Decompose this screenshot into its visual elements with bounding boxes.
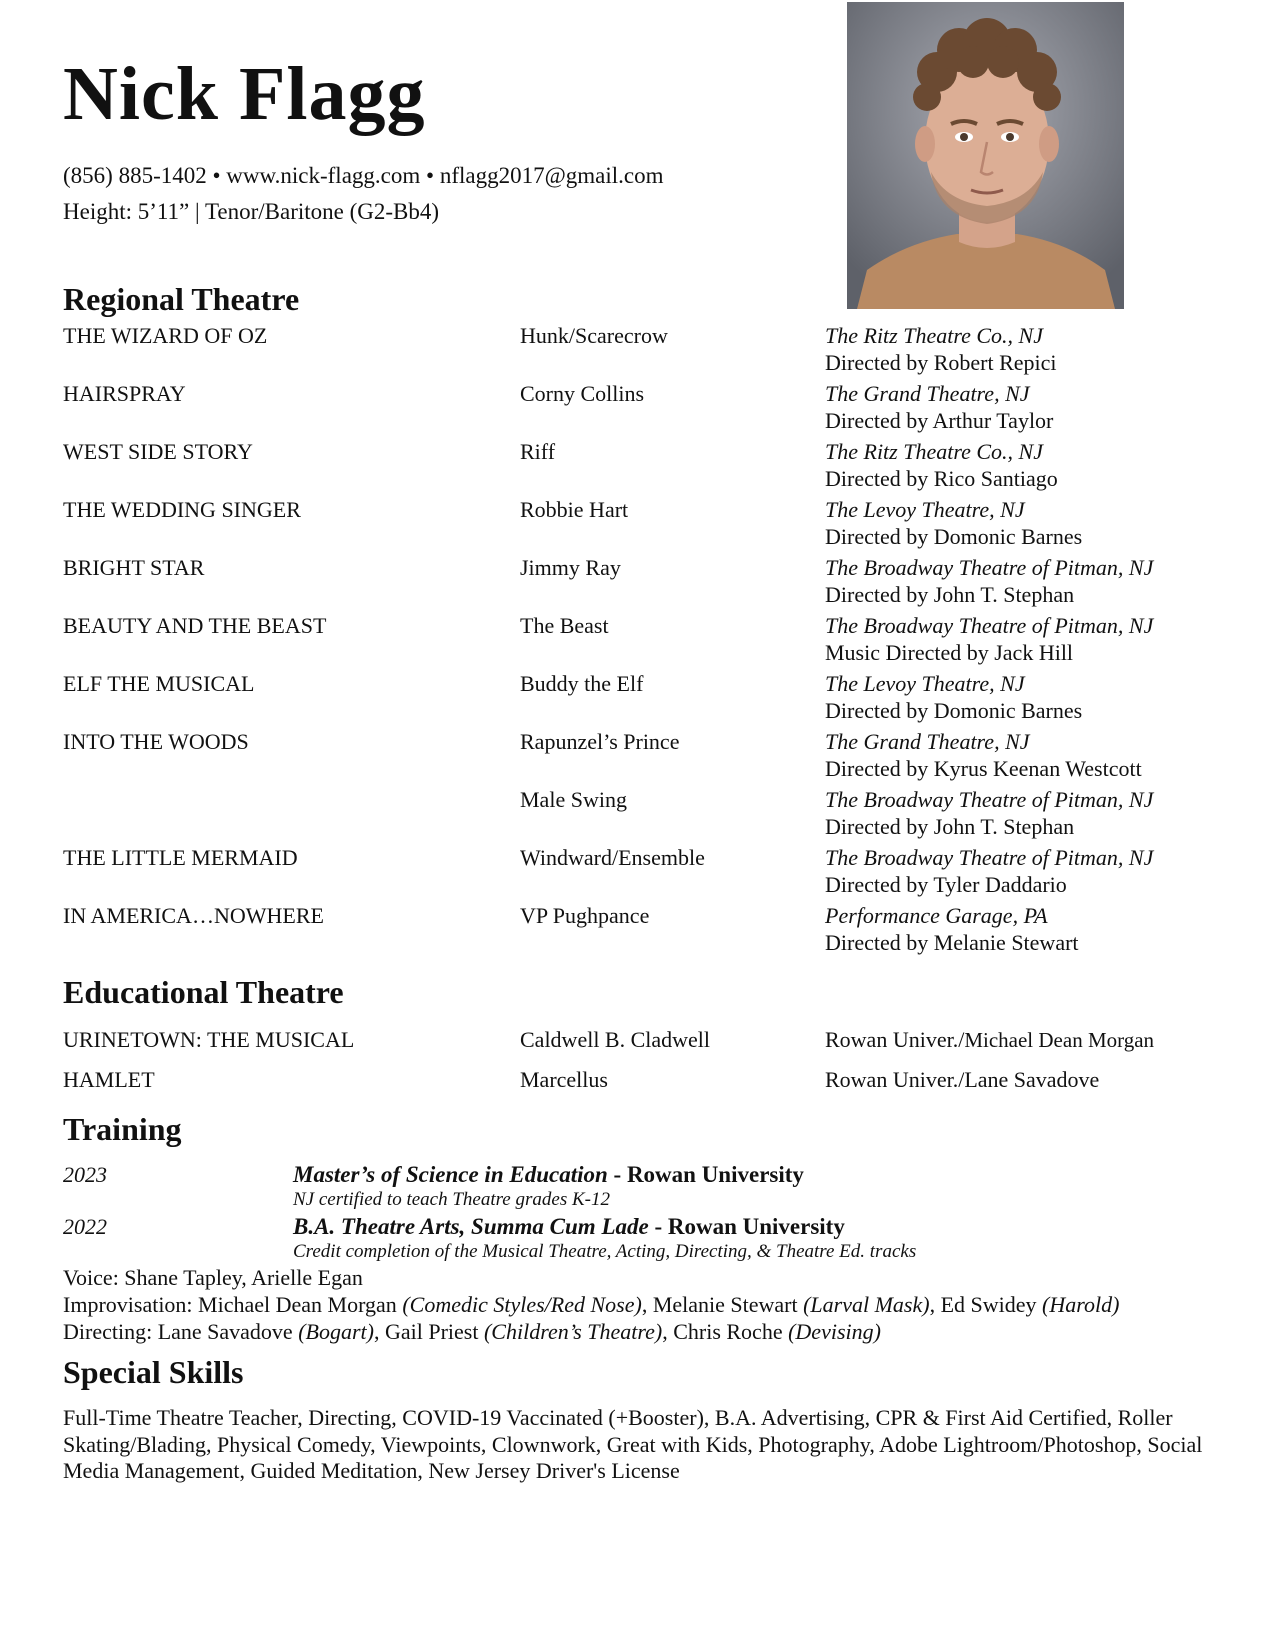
show-title: BEAUTY AND THE BEAST xyxy=(63,613,327,638)
venue: The Ritz Theatre Co., NJ xyxy=(825,323,1043,348)
height-voice-line: Height: 5’11” | Tenor/Baritone (G2-Bb4) xyxy=(63,199,440,224)
email-link[interactable]: nflagg2017@gmail.com xyxy=(439,163,664,188)
director: Directed by Robert Repici xyxy=(825,350,1057,375)
degree-school: - Rowan University xyxy=(648,1214,845,1239)
venue: The Broadway Theatre of Pitman, NJ xyxy=(825,787,1154,812)
venue: The Grand Theatre, NJ xyxy=(825,381,1030,406)
show-title: BRIGHT STAR xyxy=(63,555,205,580)
section-title-regional: Regional Theatre xyxy=(63,281,300,317)
section-title-training: Training xyxy=(63,1111,182,1147)
director: Directed by Domonic Barnes xyxy=(825,524,1083,549)
degree-note: Credit completion of the Musical Theatre, Acting, Directing, & Theatre Ed. tracks xyxy=(293,1241,917,1262)
venue: Rowan Univer./ xyxy=(825,1067,965,1092)
director: Directed by Melanie Stewart xyxy=(825,930,1079,955)
degree-year: 2023 xyxy=(63,1162,107,1187)
show-title: HAIRSPRAY xyxy=(63,381,186,406)
venue: The Broadway Theatre of Pitman, NJ xyxy=(825,613,1154,638)
contact-line xyxy=(63,158,663,194)
show-title: WEST SIDE STORY xyxy=(63,439,253,464)
show-title: THE LITTLE MERMAID xyxy=(63,845,298,870)
show-title: INTO THE WOODS xyxy=(63,729,249,754)
director: Directed by John T. Stephan xyxy=(825,582,1075,607)
resume-name: Nick Flagg xyxy=(63,52,426,136)
section-title-skills: Special Skills xyxy=(63,1354,244,1390)
show-title: THE WIZARD OF OZ xyxy=(63,323,268,348)
venue: Rowan Univer./ xyxy=(825,1027,965,1052)
role: Windward/Ensemble xyxy=(520,845,705,870)
director: Directed by Domonic Barnes xyxy=(825,698,1083,723)
show-title: ELF THE MUSICAL xyxy=(63,671,255,696)
director: Directed by Tyler Daddario xyxy=(825,872,1067,897)
degree-note: NJ certified to teach Theatre grades K-12 xyxy=(293,1189,610,1210)
website-link[interactable]: www.nick-flagg.com xyxy=(226,163,421,188)
headshot-photo xyxy=(847,2,1124,309)
skills-list: Full-Time Theatre Teacher, Directing, COVID-19 Vaccinated (+Booster), B.A. Advertising, CPR & First Aid Certified, Roller Skating/Blading, Physical Comedy, Viewpoints, Clownwork, Great with Kids, Photography, Adobe Lightroom/Photoshop, Social Media Management, Guided Meditation, New Jersey Driver's License xyxy=(63,1405,1203,1483)
role: Jimmy Ray xyxy=(520,555,621,580)
director: Directed by Rico Santiago xyxy=(825,466,1058,491)
venue: The Ritz Theatre Co., NJ xyxy=(825,439,1043,464)
phone-number: (856) 885-1402 xyxy=(63,163,207,188)
director: Michael Dean Morgan xyxy=(964,1028,1155,1052)
role: Rapunzel’s Prince xyxy=(520,729,680,754)
director: Music Directed by Jack Hill xyxy=(825,640,1074,665)
director: Directed by Arthur Taylor xyxy=(825,408,1054,433)
show-title: IN AMERICA…NOWHERE xyxy=(63,903,324,928)
separator: • xyxy=(420,163,440,188)
venue: The Levoy Theatre, NJ xyxy=(825,497,1025,522)
role: Marcellus xyxy=(520,1067,608,1092)
role: The Beast xyxy=(520,613,609,638)
degree-school: - Rowan University xyxy=(607,1162,804,1187)
director: Directed by John T. Stephan xyxy=(825,814,1075,839)
section-title-educational: Educational Theatre xyxy=(63,974,344,1010)
role: Corny Collins xyxy=(520,381,645,406)
role: Caldwell B. Cladwell xyxy=(520,1027,711,1052)
directing-training: Directing: Lane Savadove (Bogart), Gail Priest (Children’s Theatre), Chris Roche (Devising) xyxy=(63,1319,881,1344)
role: VP Pughpance xyxy=(520,903,650,928)
degree-year: 2022 xyxy=(63,1214,107,1239)
degree-title: Master’s of Science in Education xyxy=(293,1162,608,1187)
director: Lane Savadove xyxy=(964,1067,1100,1092)
voice-training: Voice: Shane Tapley, Arielle Egan xyxy=(63,1265,363,1290)
venue: The Broadway Theatre of Pitman, NJ xyxy=(825,845,1154,870)
degree-title: B.A. Theatre Arts, Summa Cum Lade xyxy=(293,1214,649,1239)
role: Male Swing xyxy=(520,787,627,812)
show-title: THE WEDDING SINGER xyxy=(63,497,301,522)
director: Directed by Kyrus Keenan Westcott xyxy=(825,756,1142,781)
improv-training: Improvisation: Michael Dean Morgan (Comedic Styles/Red Nose), Melanie Stewart (Larval Mask), Ed Swidey (Harold) xyxy=(63,1292,1120,1317)
role: Riff xyxy=(520,439,556,464)
venue: Performance Garage, PA xyxy=(825,903,1048,928)
role: Hunk/Scarecrow xyxy=(520,323,668,348)
venue: The Broadway Theatre of Pitman, NJ xyxy=(825,555,1154,580)
show-title: HAMLET xyxy=(63,1067,155,1092)
show-title: URINETOWN: THE MUSICAL xyxy=(63,1027,355,1052)
role: Buddy the Elf xyxy=(520,671,644,696)
separator: • xyxy=(206,163,227,188)
role: Robbie Hart xyxy=(520,497,629,522)
contact-block xyxy=(63,158,663,230)
venue: The Grand Theatre, NJ xyxy=(825,729,1030,754)
venue: The Levoy Theatre, NJ xyxy=(825,671,1025,696)
